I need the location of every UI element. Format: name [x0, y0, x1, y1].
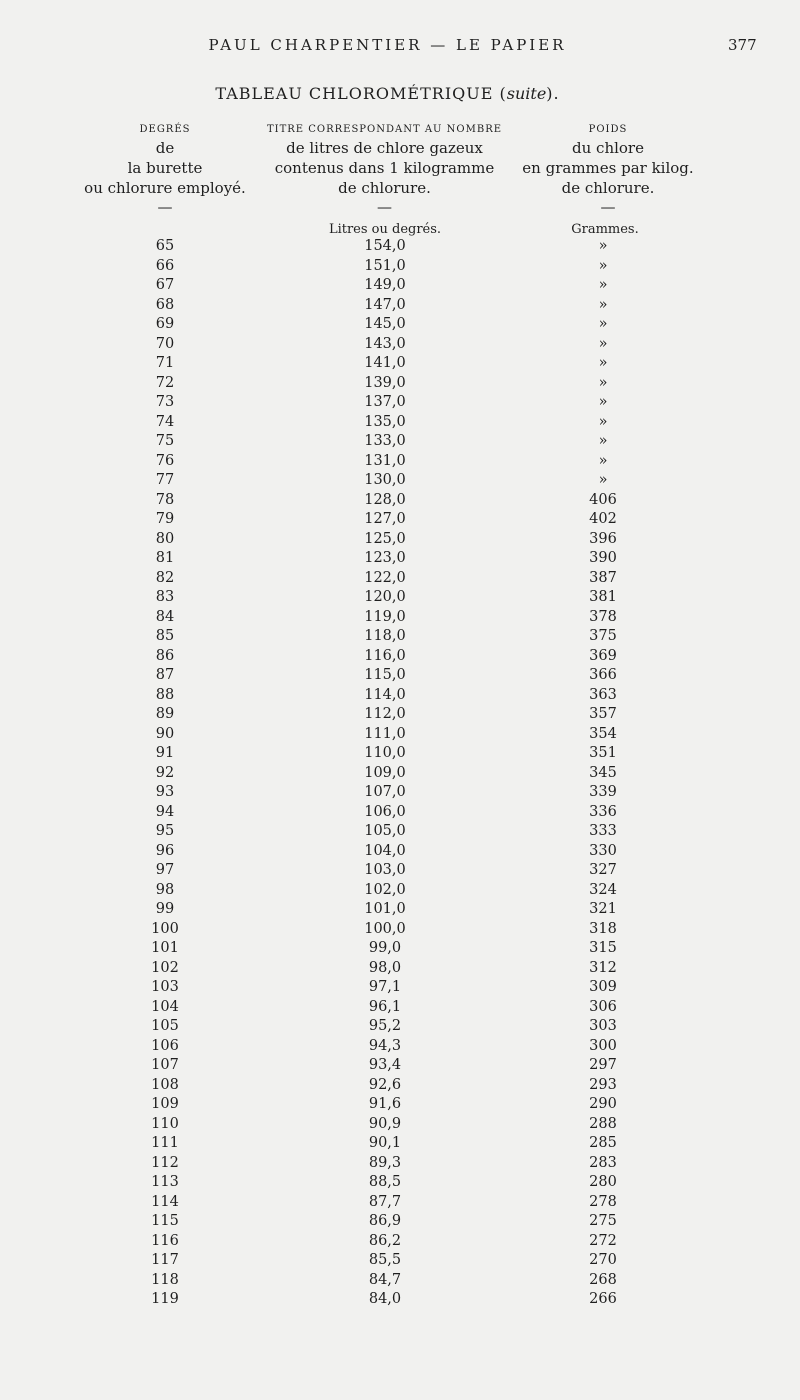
cell-degres: 65 — [155, 238, 175, 254]
cell-degres: 90 — [155, 725, 175, 742]
cell-titre: 130,0 — [364, 472, 406, 488]
cell-poids: » — [598, 394, 608, 410]
cell-poids: 293 — [589, 1076, 617, 1093]
cell-titre: 145,0 — [364, 316, 406, 332]
cell-poids: » — [598, 355, 608, 371]
cell-poids: » — [598, 316, 608, 332]
cell-titre: 86,9 — [368, 1213, 402, 1229]
cell-poids: 285 — [589, 1135, 617, 1151]
cell-degres: 94 — [155, 803, 175, 820]
cell-degres: 88 — [155, 686, 175, 703]
column-header-titre-line: de chlorure. — [338, 179, 431, 197]
cell-degres: 79 — [155, 511, 175, 527]
cell-titre: 133,0 — [364, 433, 406, 449]
cell-titre: 95,2 — [368, 1018, 402, 1034]
column-header-titre-caption: TITRE CORRESPONDANT AU NOMBRE — [266, 124, 503, 135]
cell-titre: 87,7 — [368, 1193, 402, 1210]
cell-degres: 107 — [151, 1057, 179, 1073]
table-row — [0, 1271, 800, 1291]
cell-degres: 114 — [151, 1193, 179, 1210]
cell-degres: 101 — [151, 940, 179, 956]
cell-titre: 151,0 — [364, 257, 406, 274]
cell-titre: 154,0 — [364, 238, 406, 254]
table-row — [0, 842, 800, 862]
cell-poids: 396 — [589, 530, 617, 547]
cell-degres: 93 — [155, 784, 175, 800]
column-header-poids-line: du chlore — [572, 139, 644, 157]
cell-titre: 102,0 — [364, 881, 406, 898]
cell-degres: 92 — [155, 764, 175, 781]
cell-poids: 283 — [589, 1154, 617, 1171]
table-row — [0, 666, 800, 686]
cell-poids: » — [598, 413, 608, 430]
cell-poids: 387 — [589, 569, 617, 586]
table-row — [0, 257, 800, 277]
page-number: 377 — [728, 36, 757, 54]
cell-degres: 110 — [151, 1115, 179, 1132]
cell-poids: 330 — [589, 842, 617, 859]
cell-degres: 77 — [155, 472, 175, 488]
cell-titre: 92,6 — [368, 1076, 402, 1093]
cell-poids: 336 — [589, 803, 617, 820]
cell-poids: » — [598, 238, 608, 254]
table-row — [0, 452, 800, 472]
unit-grammes: Grammes. — [571, 222, 639, 237]
cell-degres: 95 — [155, 823, 175, 839]
cell-degres: 68 — [155, 296, 175, 313]
cell-degres: 87 — [155, 667, 175, 683]
cell-degres: 111 — [151, 1135, 179, 1151]
cell-titre: 84,7 — [368, 1271, 402, 1288]
cell-poids: 268 — [589, 1271, 617, 1288]
cell-titre: 106,0 — [364, 803, 406, 820]
table-row — [0, 920, 800, 940]
cell-degres: 86 — [155, 647, 175, 664]
table-title-end: ). — [546, 84, 560, 103]
cell-degres: 80 — [155, 530, 175, 547]
table-row — [0, 705, 800, 725]
cell-titre: 101,0 — [364, 901, 406, 917]
cell-degres: 102 — [151, 959, 179, 976]
table-row — [0, 1017, 800, 1037]
cell-poids: » — [598, 296, 608, 313]
cell-poids: 366 — [589, 667, 617, 683]
table-row — [0, 861, 800, 881]
cell-degres: 117 — [151, 1252, 179, 1268]
table-body — [0, 237, 800, 1310]
column-header-poids-dash: — — [600, 198, 616, 216]
column-header-titre — [232, 122, 537, 216]
cell-degres: 113 — [151, 1174, 179, 1190]
cell-degres: 85 — [155, 628, 175, 644]
cell-poids: » — [598, 277, 608, 293]
cell-poids: 290 — [589, 1096, 617, 1112]
table-row — [0, 237, 800, 257]
cell-poids: 312 — [589, 959, 617, 976]
column-header-poids-line: de chlorure. — [561, 179, 655, 197]
cell-titre: 131,0 — [364, 452, 406, 469]
table-row — [0, 510, 800, 530]
cell-poids: 288 — [589, 1115, 617, 1132]
cell-poids: 345 — [589, 764, 617, 781]
cell-degres: 72 — [155, 374, 175, 391]
cell-poids: 406 — [589, 491, 617, 508]
table-row — [0, 296, 800, 316]
cell-titre: 109,0 — [364, 764, 406, 781]
cell-titre: 90,9 — [368, 1115, 402, 1132]
table-row — [0, 1115, 800, 1135]
cell-poids: 306 — [589, 998, 617, 1015]
cell-titre: 88,5 — [368, 1174, 402, 1190]
cell-titre: 141,0 — [364, 355, 406, 371]
table-row — [0, 1193, 800, 1213]
unit-litres: Litres ou degrés. — [328, 222, 442, 237]
table-row — [0, 569, 800, 589]
cell-degres: 75 — [155, 433, 175, 449]
table-row — [0, 276, 800, 296]
cell-degres: 84 — [155, 608, 175, 625]
table-row — [0, 393, 800, 413]
table-title-main: TABLEAU CHLOROMÉTRIQUE ( — [215, 84, 507, 103]
cell-titre: 137,0 — [364, 394, 406, 410]
cell-degres: 115 — [151, 1213, 179, 1229]
cell-titre: 118,0 — [364, 628, 406, 644]
cell-poids: » — [598, 257, 608, 274]
table-row — [0, 1076, 800, 1096]
cell-titre: 111,0 — [364, 725, 406, 742]
column-header-poids-caption: POIDS — [588, 124, 628, 135]
table-row — [0, 1173, 800, 1193]
table-row — [0, 471, 800, 491]
table-row — [0, 725, 800, 745]
cell-poids: 339 — [589, 784, 617, 800]
cell-titre: 90,1 — [368, 1135, 402, 1151]
cell-poids: 354 — [589, 725, 617, 742]
table-row — [0, 432, 800, 452]
cell-titre: 114,0 — [364, 686, 406, 703]
cell-degres: 108 — [151, 1076, 179, 1093]
cell-titre: 99,0 — [368, 940, 402, 956]
table-row — [0, 783, 800, 803]
cell-poids: 321 — [589, 901, 617, 917]
table-row — [0, 1134, 800, 1154]
cell-poids: 315 — [589, 940, 617, 956]
cell-titre: 147,0 — [364, 296, 406, 313]
cell-titre: 139,0 — [364, 374, 406, 391]
table-row — [0, 900, 800, 920]
cell-degres: 78 — [155, 491, 175, 508]
table-row — [0, 1251, 800, 1271]
cell-degres: 112 — [151, 1154, 179, 1171]
cell-titre: 94,3 — [368, 1037, 402, 1054]
table-row — [0, 686, 800, 706]
cell-titre: 143,0 — [364, 335, 406, 352]
cell-titre: 86,2 — [368, 1232, 402, 1249]
column-header-poids-line: en grammes par kilog. — [522, 159, 694, 177]
cell-degres: 97 — [155, 862, 175, 878]
column-header-poids — [508, 122, 708, 216]
cell-titre: 91,6 — [368, 1096, 402, 1112]
cell-titre: 128,0 — [364, 491, 406, 508]
table-row — [0, 939, 800, 959]
table-row — [0, 1232, 800, 1252]
table-row — [0, 764, 800, 784]
table-row — [0, 1095, 800, 1115]
table-title — [0, 84, 775, 103]
cell-degres: 98 — [155, 881, 175, 898]
cell-titre: 105,0 — [364, 823, 406, 839]
cell-poids: » — [598, 452, 608, 469]
cell-degres: 116 — [151, 1232, 179, 1249]
cell-poids: 375 — [589, 628, 617, 644]
table-row — [0, 549, 800, 569]
column-header-degres-line: ou chlorure employé. — [84, 179, 246, 197]
cell-poids: 300 — [589, 1037, 617, 1054]
cell-degres: 103 — [151, 979, 179, 995]
table-row — [0, 413, 800, 433]
cell-degres: 76 — [155, 452, 175, 469]
cell-poids: 275 — [589, 1213, 617, 1229]
cell-titre: 149,0 — [364, 277, 406, 293]
cell-titre: 93,4 — [368, 1057, 402, 1073]
column-header-titre-line: de litres de chlore gazeux — [286, 139, 483, 157]
table-row — [0, 881, 800, 901]
column-header-degres-dash: — — [157, 198, 173, 216]
cell-degres: 106 — [151, 1037, 179, 1054]
cell-poids: 270 — [589, 1252, 617, 1268]
cell-titre: 96,1 — [368, 998, 402, 1015]
cell-poids: » — [598, 374, 608, 391]
cell-poids: 381 — [589, 589, 617, 605]
cell-degres: 73 — [155, 394, 175, 410]
table-row — [0, 315, 800, 335]
table-row — [0, 1212, 800, 1232]
cell-titre: 135,0 — [364, 413, 406, 430]
cell-poids: 280 — [589, 1174, 617, 1190]
cell-degres: 89 — [155, 706, 175, 722]
cell-titre: 110,0 — [364, 745, 406, 761]
table-row — [0, 1037, 800, 1057]
cell-degres: 118 — [151, 1271, 179, 1288]
cell-degres: 82 — [155, 569, 175, 586]
cell-poids: 309 — [589, 979, 617, 995]
table-row — [0, 1056, 800, 1076]
cell-degres: 66 — [155, 257, 175, 274]
column-header-titre-line: contenus dans 1 kilogramme — [274, 159, 495, 177]
cell-titre: 127,0 — [364, 511, 406, 527]
table-row — [0, 978, 800, 998]
cell-titre: 103,0 — [364, 862, 406, 878]
cell-poids: 363 — [589, 686, 617, 703]
running-title: PAUL CHARPENTIER — LE PAPIER — [208, 36, 567, 54]
cell-degres: 99 — [155, 901, 175, 917]
cell-poids: 303 — [589, 1018, 617, 1034]
cell-titre: 122,0 — [364, 569, 406, 586]
cell-degres: 69 — [155, 316, 175, 332]
table-row — [0, 822, 800, 842]
cell-poids: 351 — [589, 745, 617, 761]
column-header-degres-caption: DEGRÉS — [139, 124, 191, 135]
cell-degres: 74 — [155, 413, 175, 430]
cell-titre: 84,0 — [368, 1291, 402, 1307]
cell-poids: 369 — [589, 647, 617, 664]
table-row — [0, 803, 800, 823]
cell-degres: 70 — [155, 335, 175, 352]
running-head — [0, 36, 800, 56]
cell-titre: 100,0 — [364, 920, 406, 937]
table-row — [0, 354, 800, 374]
cell-titre: 104,0 — [364, 842, 406, 859]
cell-poids: » — [598, 335, 608, 352]
cell-poids: 327 — [589, 862, 617, 878]
cell-degres: 71 — [155, 355, 175, 371]
column-header-degres-line: de — [155, 139, 175, 157]
cell-poids: 333 — [589, 823, 617, 839]
column-header-titre-dash: — — [377, 198, 392, 216]
cell-degres: 109 — [151, 1096, 179, 1112]
cell-poids: 324 — [589, 881, 617, 898]
cell-titre: 119,0 — [364, 608, 406, 625]
cell-poids: 402 — [589, 511, 617, 527]
table-title-suite: suite — [506, 84, 547, 103]
table-row — [0, 627, 800, 647]
cell-titre: 116,0 — [364, 647, 406, 664]
cell-degres: 83 — [155, 589, 175, 605]
cell-degres: 81 — [155, 550, 175, 566]
cell-degres: 96 — [155, 842, 175, 859]
table-row — [0, 1154, 800, 1174]
cell-poids: » — [598, 433, 608, 449]
table-row — [0, 959, 800, 979]
cell-titre: 85,5 — [368, 1252, 402, 1268]
cell-degres: 67 — [155, 277, 175, 293]
table-row — [0, 1290, 800, 1310]
cell-titre: 112,0 — [364, 706, 406, 722]
table-row — [0, 530, 800, 550]
cell-degres: 104 — [151, 998, 179, 1015]
column-header-degres-line: la burette — [127, 159, 203, 177]
cell-degres: 105 — [151, 1018, 179, 1034]
cell-titre: 123,0 — [364, 550, 406, 566]
cell-poids: 378 — [589, 608, 617, 625]
cell-poids: 272 — [589, 1232, 617, 1249]
table-row — [0, 744, 800, 764]
cell-titre: 115,0 — [364, 667, 406, 683]
cell-degres: 100 — [151, 920, 179, 937]
table-row — [0, 608, 800, 628]
cell-titre: 98,0 — [368, 959, 402, 976]
table-row — [0, 335, 800, 355]
table-row — [0, 647, 800, 667]
table-row — [0, 374, 800, 394]
cell-poids: 266 — [589, 1291, 617, 1307]
cell-titre: 120,0 — [364, 589, 406, 605]
table-row — [0, 588, 800, 608]
cell-poids: 318 — [589, 920, 617, 937]
cell-degres: 119 — [151, 1291, 179, 1307]
cell-titre: 125,0 — [364, 530, 406, 547]
cell-poids: 278 — [589, 1193, 617, 1210]
table-row — [0, 491, 800, 511]
cell-poids: 297 — [589, 1057, 617, 1073]
cell-titre: 97,1 — [368, 979, 402, 995]
cell-poids: 390 — [589, 550, 617, 566]
cell-degres: 91 — [155, 745, 175, 761]
table-row — [0, 998, 800, 1018]
cell-titre: 107,0 — [364, 784, 406, 800]
cell-titre: 89,3 — [368, 1154, 402, 1171]
cell-poids: 357 — [589, 706, 617, 722]
cell-poids: » — [598, 472, 608, 488]
